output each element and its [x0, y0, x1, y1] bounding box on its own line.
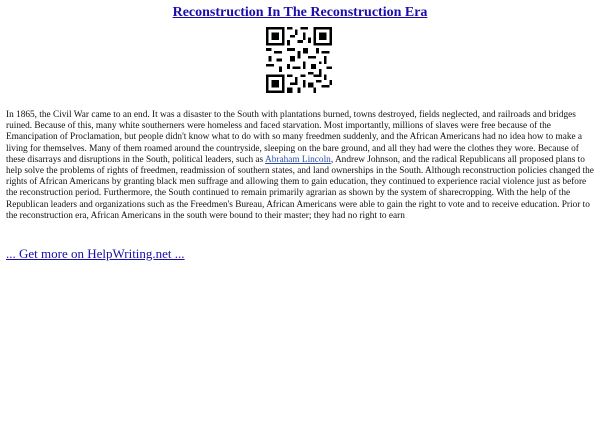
essay-text-part-1: In 1865, the Civil War came to an end. It was a disaster to the South with plantations burned, towns destroyed, fields neglected, and railroads and bridges ruined. Because of this, many white southerners were homeless and faced starvation. Most importantly, millions of slaves were free because of the Emancipation of Proclamation, but people didn't know what to do with so many freedmen suddenly, and the African Americans had no idea how to make a living for themselves. Many of them roamed around the countryside, sleeping on the bare ground, and all they had were the clothes they wore. Because of these disarrays and disruptions in the South, political leaders, such as	[6, 110, 583, 165]
essay-excerpt	[6, 110, 596, 222]
qr-code-icon	[266, 27, 332, 93]
title-link[interactable]: Reconstruction In The Reconstruction Era	[172, 5, 428, 20]
get-more-container	[6, 246, 185, 262]
abraham-lincoln-link[interactable]: Abraham Lincoln	[264, 154, 331, 165]
document-title	[0, 4, 600, 22]
get-more-link[interactable]: ... Get more on HelpWriting.net ...	[6, 246, 185, 261]
essay-text-part-2: , Andrew Johnson, and the radical Republicans all proposed plans to help solve the problems of rights of freedmen, readmission of southern states, and land ownerships in the South. Although reconstruction policies changed the rights of African Americans by granting black men suffrage and allowing them to gain education, they continued to experience racial violence just as before the reconstruction period. Furthermore, the South continued to remain primarily agrarian as shown by the system of sharecropping. With the help of the Republican leaders and organizations such as the Freedmen's Bureau, African Americans were able to gain the right to vote and to receive education. Prior to the reconstruction era, African Americans in the south were bound to their master; they had no right to earn	[6, 154, 594, 221]
